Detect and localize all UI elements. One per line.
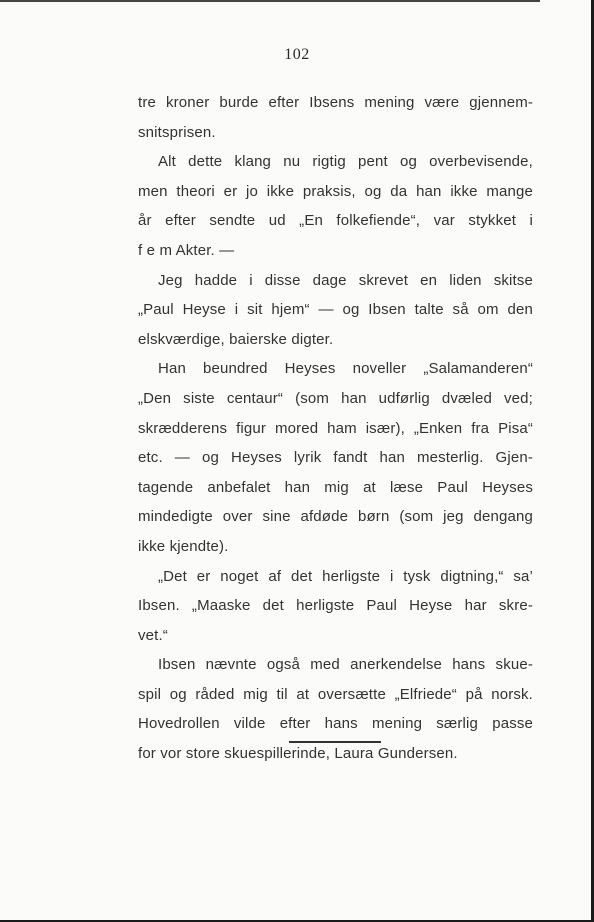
text-line: elskværdige, baierske digter. bbox=[138, 330, 334, 348]
text-line: Alt dette klang nu rigtig pent og overbevisende, bbox=[158, 153, 533, 171]
text-line: „Den siste centaur“ (som han udførlig dvæled ved; bbox=[138, 389, 533, 407]
text-line: snitsprisen. bbox=[138, 123, 216, 141]
body-text bbox=[138, 88, 533, 769]
page-top-edge bbox=[0, 0, 540, 2]
section-end-rule bbox=[289, 741, 381, 743]
text-line: for vor store skuespillerinde, Laura Gundersen. bbox=[138, 745, 458, 763]
text-line: spil og råded mig til at oversætte „Elfriede“ på norsk. bbox=[138, 685, 533, 703]
text-line: tagende anbefalet han mig at læse Paul Heyses bbox=[138, 478, 533, 496]
text-line: år efter sendte ud „En folkefiende“, var stykket i bbox=[138, 212, 533, 230]
text-line: ikke kjendte). bbox=[138, 537, 229, 555]
text-line: f e m Akter. — bbox=[138, 241, 235, 259]
text-line: Ibsen nævnte også med anerkendelse hans skue- bbox=[158, 656, 533, 674]
text-line: skrædderens figur mored ham især), „Enken fra Pisa“ bbox=[138, 419, 533, 437]
text-line: Ibsen. „Maaske det herligste Paul Heyse har skre- bbox=[138, 597, 533, 615]
page-number: 102 bbox=[284, 46, 310, 63]
text-line: men theori er jo ikke praksis, og da han ikke mange bbox=[138, 182, 533, 200]
text-line: „Paul Heyse i sit hjem“ — og Ibsen talte så om den bbox=[138, 301, 533, 319]
text-line: Han beundred Heyses noveller „Salamanderen“ bbox=[158, 360, 533, 378]
text-line: vet.“ bbox=[138, 626, 168, 644]
text-line: Hovedrollen vilde efter hans mening særlig passe bbox=[138, 715, 533, 733]
text-line: mindedigte over sine afdøde børn (som jeg dengang bbox=[138, 508, 533, 526]
text-line: etc. — og Heyses lyrik fandt han mesterlig. Gjen- bbox=[138, 449, 533, 467]
text-line: Jeg hadde i disse dage skrevet en liden skitse bbox=[158, 271, 533, 289]
text-line: tre kroner burde efter Ibsens mening være gjennem- bbox=[138, 94, 533, 111]
text-line: „Det er noget af det herligste i tysk digtning,“ sa’ bbox=[158, 567, 533, 585]
